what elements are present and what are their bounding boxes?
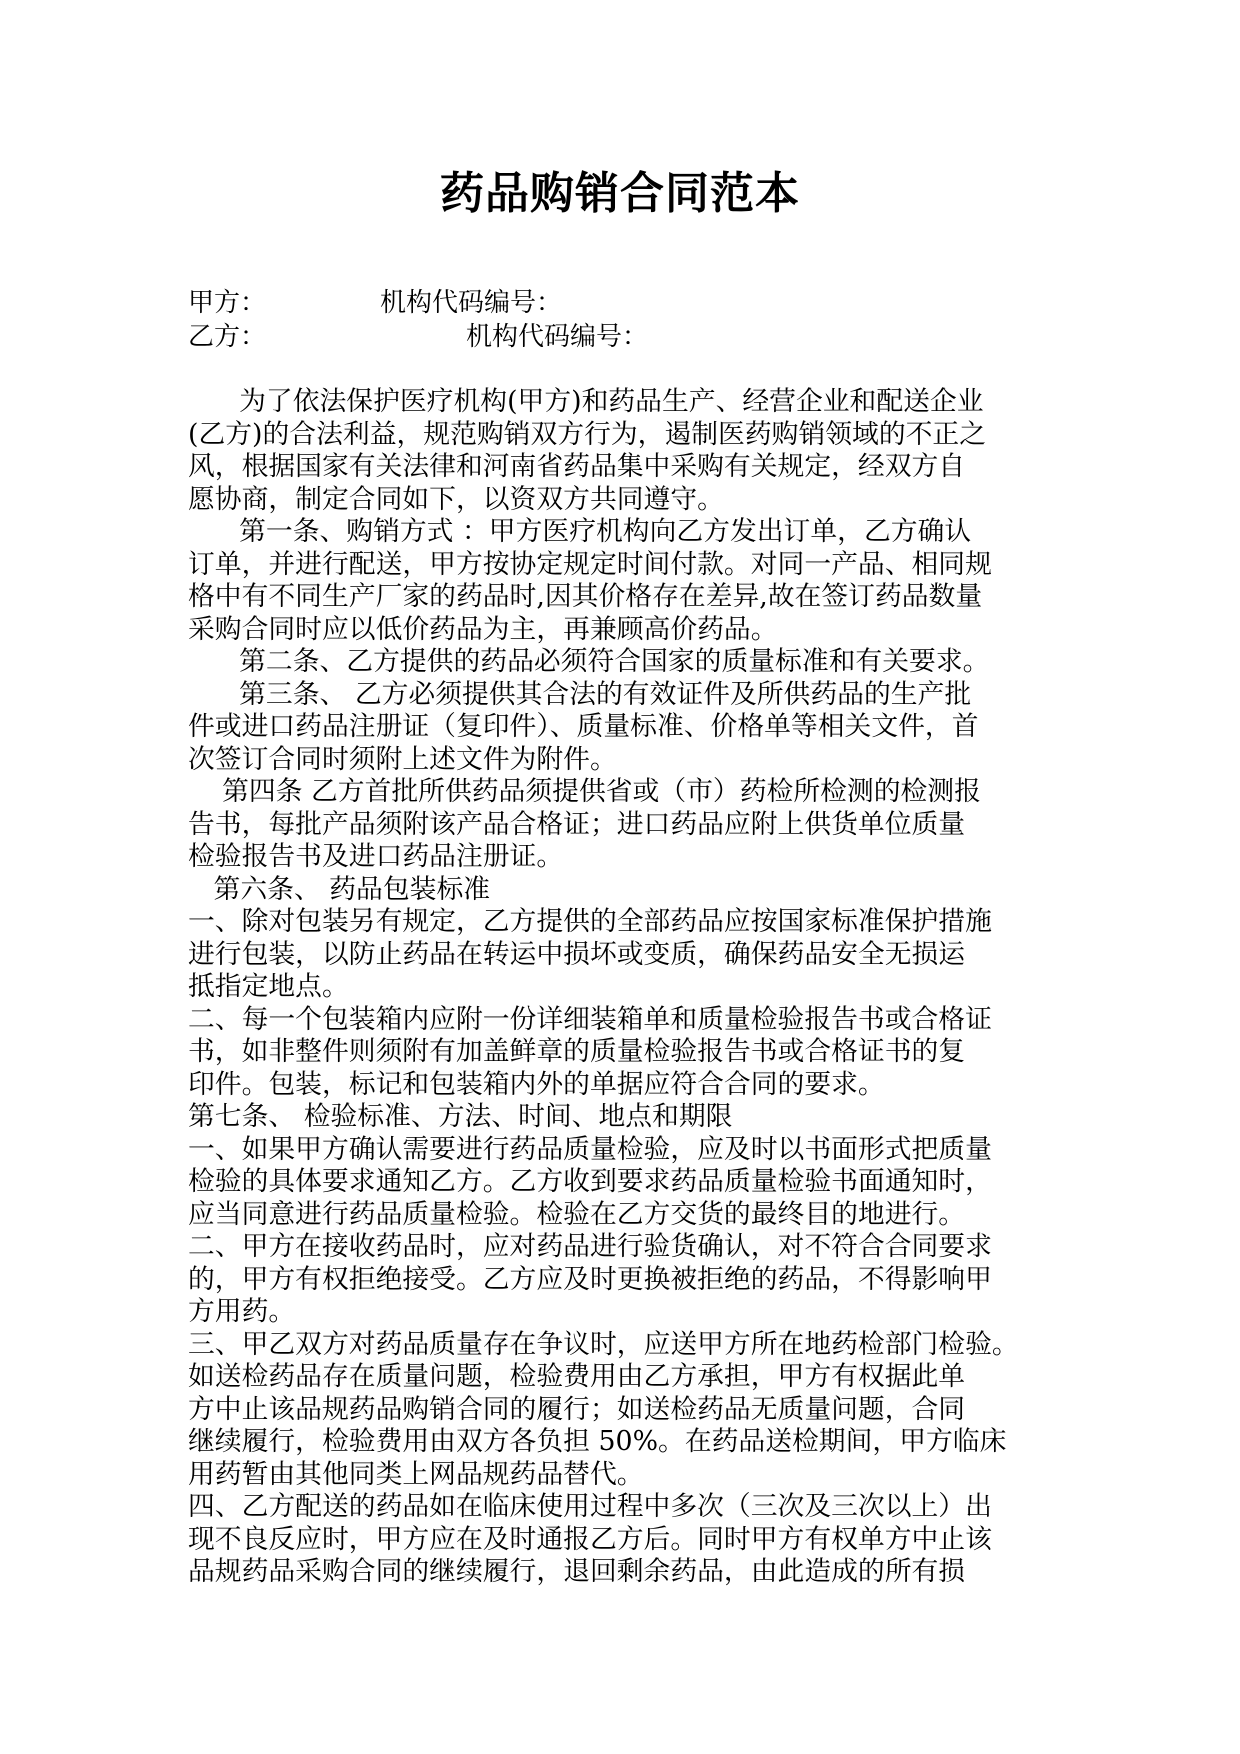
party-a-label: 甲方：	[188, 288, 267, 318]
body-line: 件或进口药品注册证（复印件）、质量标准、价格单等相关文件，首	[188, 711, 979, 742]
body-line: 三、甲乙双方对药品质量存在争议时，应送甲方所在地药检部门检验。	[188, 1328, 1019, 1360]
body-line: 方用药。	[188, 1296, 296, 1327]
body-line: 第六条、 药品包装标准	[188, 873, 491, 905]
body-line: 为了依法保护医疗机构(甲方)和药品生产、经营企业和配送企业	[188, 386, 984, 417]
body-line: 格中有不同生产厂家的药品时,因其价格存在差异,故在签订药品数量	[188, 581, 983, 612]
body-line: 第一条、购销方式 ：甲方医疗机构向乙方发出订单，乙方确认	[188, 516, 972, 547]
body-line: 第七条、 检验标准、方法、时间、地点和期限	[188, 1101, 733, 1132]
body-line: 告书，每批产品须附该产品合格证；进口药品应附上供货单位质量	[188, 808, 966, 840]
party-b-label: 乙方：	[188, 322, 267, 352]
body-line: 订单，并进行配送，甲方按协定规定时间付款。对同一产品、相同规	[188, 548, 992, 580]
party-a-code-label: 机构代码编号：	[380, 288, 563, 318]
body-line: 的，甲方有权拒绝接受。乙方应及时更换被拒绝的药品，不得影响甲	[188, 1263, 992, 1295]
body-line: 一、除对包装另有规定，乙方提供的全部药品应按国家标准保护措施	[188, 906, 992, 937]
body-line: 继续履行，检验费用由双方各负担 50%。在药品送检期间，甲方临床	[188, 1426, 1007, 1457]
body-line: 检验报告书及进口药品注册证。	[188, 841, 564, 872]
body-line: 愿协商，制定合同如下，以资双方共同遵守。	[188, 483, 724, 515]
body-line: 次签订合同时须附上述文件为附件。	[188, 743, 617, 775]
party-b-code-label: 机构代码编号：	[466, 322, 649, 352]
contract-body	[188, 386, 1056, 1589]
body-line: 检验的具体要求通知乙方。乙方收到要求药品质量检验书面通知时，	[188, 1166, 992, 1197]
body-line: 如送检药品存在质量问题，检验费用由乙方承担，甲方有权据此单	[188, 1361, 966, 1392]
body-line: 用药暂由其他同类上网品规药品替代。	[188, 1458, 644, 1490]
body-line: 品规药品采购合同的继续履行，退回剩余药品，由此造成的所有损	[188, 1556, 966, 1587]
body-line: 印件。包装，标记和包装箱内外的单据应符合合同的要求。	[188, 1068, 885, 1100]
body-line: 方中止该品规药品购销合同的履行；如送检药品无质量问题，合同	[188, 1393, 966, 1425]
body-line: 第三条、 乙方必须提供其合法的有效证件及所供药品的生产批	[188, 678, 972, 710]
body-line: 四、乙方配送的药品如在临床使用过程中多次（三次及三次以上）出	[188, 1491, 992, 1522]
document-title: 药品购销合同范本	[440, 168, 800, 219]
body-line: 应当同意进行药品质量检验。检验在乙方交货的最终目的地进行。	[188, 1198, 966, 1230]
body-line: 抵指定地点。	[188, 971, 349, 1002]
body-line: 风，根据国家有关法律和河南省药品集中采购有关规定，经双方自	[188, 451, 966, 482]
body-line: 采购合同时应以低价药品为主，再兼顾高价药品。	[188, 613, 778, 645]
body-line: 第二条、乙方提供的药品必须符合国家的质量标准和有关要求。	[188, 646, 990, 677]
body-line: 进行包装，以防止药品在转运中损坏或变质，确保药品安全无损运	[188, 938, 966, 970]
body-line: 现不良反应时，甲方应在及时通报乙方后。同时甲方有权单方中止该	[188, 1523, 992, 1555]
body-line: 二、每一个包装箱内应附一份详细装箱单和质量检验报告书或合格证	[188, 1003, 992, 1035]
body-line: 书，如非整件则须附有加盖鲜章的质量检验报告书或合格证书的复	[188, 1036, 966, 1067]
body-line: 二、甲方在接收药品时，应对药品进行验货确认，对不符合合同要求	[188, 1231, 992, 1262]
body-line: 第四条 乙方首批所供药品须提供省或（市）药检所检测的检测报	[188, 776, 981, 807]
body-line: 一、如果甲方确认需要进行药品质量检验，应及时以书面形式把质量	[188, 1133, 992, 1165]
body-line: (乙方)的合法利益，规范购销双方行为，遏制医药购销领域的不正之	[188, 418, 987, 450]
